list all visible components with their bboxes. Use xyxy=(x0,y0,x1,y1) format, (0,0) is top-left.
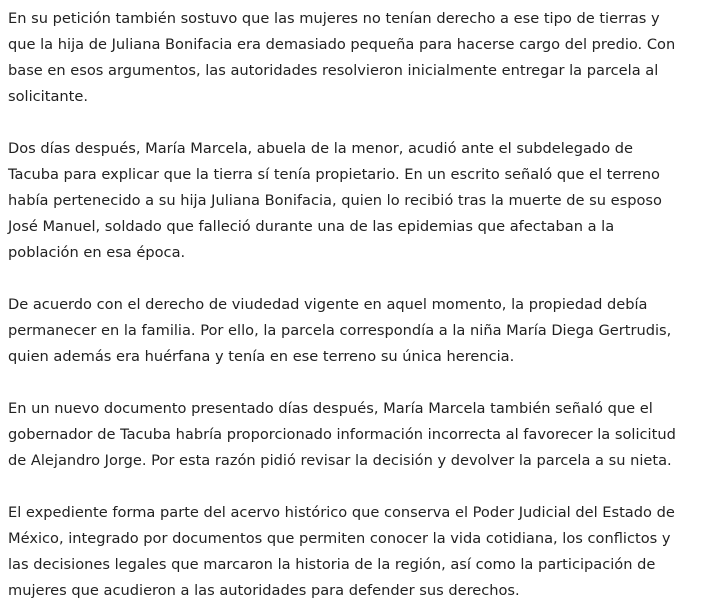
text-line: quien además era huérfana y tenía en ese terreno su única herencia. xyxy=(8,348,515,365)
text-line: había pertenecido a su hija Juliana Bonifacia, quien lo recibió tras la muerte de su esposo xyxy=(8,192,662,209)
text-line: mujeres que acudieron a las autoridades para defender sus derechos. xyxy=(8,582,520,599)
paragraph-historical-archive xyxy=(8,500,700,604)
text-line: José Manuel, soldado que falleció durante una de las epidemias que afectaban a la xyxy=(8,218,615,235)
text-line: De acuerdo con el derecho de viudedad vigente en aquel momento, la propiedad debía xyxy=(8,296,648,313)
text-line: El expediente forma parte del acervo histórico que conserva el Poder Judicial del Estado de xyxy=(8,504,675,521)
paragraph-new-document xyxy=(8,396,700,474)
text-line: México, integrado por documentos que permiten conocer la vida cotidiana, los conflictos y xyxy=(8,530,671,547)
text-line: En su petición también sostuvo que las mujeres no tenían derecho a ese tipo de tierras y xyxy=(8,10,660,27)
paragraph-grandmother xyxy=(8,136,700,266)
paragraph-petition xyxy=(8,6,700,110)
text-line: Tacuba para explicar que la tierra sí tenía propietario. En un escrito señaló que el terreno xyxy=(8,166,660,183)
text-line: de Alejandro Jorge. Por esta razón pidió revisar la decisión y devolver la parcela a su nieta. xyxy=(8,452,672,469)
text-line: las decisiones legales que marcaron la historia de la región, así como la participación de xyxy=(8,556,656,573)
paragraph-widowhood-right xyxy=(8,292,700,370)
text-line: base en esos argumentos, las autoridades resolvieron inicialmente entregar la parcela al xyxy=(8,62,659,79)
text-line: población en esa época. xyxy=(8,244,186,261)
text-line: Dos días después, María Marcela, abuela de la menor, acudió ante el subdelegado de xyxy=(8,140,634,157)
text-line: que la hija de Juliana Bonifacia era demasiado pequeña para hacerse cargo del predio. Con xyxy=(8,36,676,53)
text-line: gobernador de Tacuba habría proporcionado información incorrecta al favorecer la solicitud xyxy=(8,426,676,443)
text-line: solicitante. xyxy=(8,88,88,105)
text-line: En un nuevo documento presentado días después, María Marcela también señaló que el xyxy=(8,400,653,417)
text-line: permanecer en la familia. Por ello, la parcela correspondía a la niña María Diega Gertrudis, xyxy=(8,322,672,339)
article-body xyxy=(8,6,700,604)
